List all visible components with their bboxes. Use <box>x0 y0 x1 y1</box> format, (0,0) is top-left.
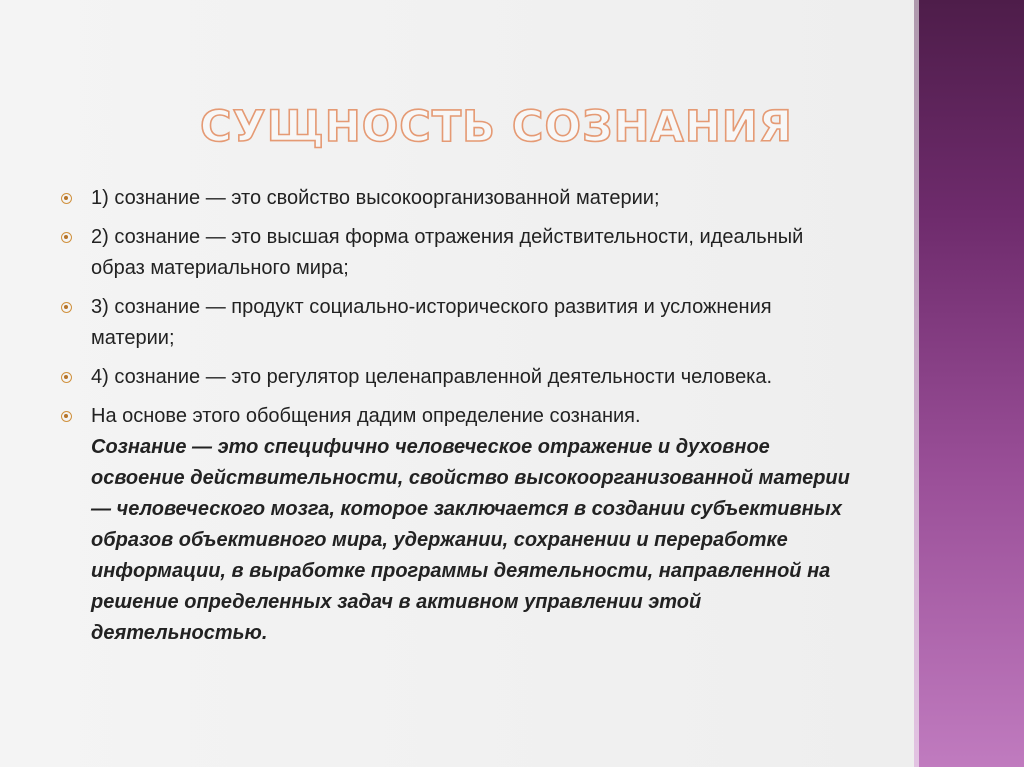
circle-dot-icon <box>61 193 72 204</box>
list-item-text: На основе этого обобщения дадим определение сознания. <box>91 405 641 427</box>
list-item-text: 2) сознание — это высшая форма отражения действительности, идеальный образ материального мира; <box>91 226 804 279</box>
circle-dot-icon <box>61 411 72 422</box>
side-band-divider <box>914 0 919 767</box>
list-item-text: 1) сознание — это свойство высокоорганизованной материи; <box>91 187 660 209</box>
list-item-text: 4) сознание — это регулятор целенаправленной деятельности человека. <box>91 366 773 388</box>
definition-text: Сознание — это специфично человеческое отражение и духовное освоение действительности, свойство высокоорганизованной материи — человеческого мозга, которое заключается в создании субъективных образов объективного мира, удержании, сохранении и переработке информации, в выработке программы деятельности, направленной на решение определенных задач в активном управлении этой деятельностью. <box>91 436 850 644</box>
list-item <box>56 362 856 393</box>
circle-dot-icon <box>61 372 72 383</box>
list-item <box>56 222 856 284</box>
slide-title: СУЩНОСТЬ СОЗНАНИЯ <box>200 102 793 152</box>
decorative-side-band <box>914 0 1024 767</box>
list-item <box>56 292 856 354</box>
bullet-list <box>56 183 856 657</box>
list-item-text: 3) сознание — продукт социально-исторического развития и усложнения материи; <box>91 296 772 349</box>
circle-dot-icon <box>61 232 72 243</box>
list-item <box>56 401 856 649</box>
circle-dot-icon <box>61 302 72 313</box>
list-item <box>56 183 856 214</box>
